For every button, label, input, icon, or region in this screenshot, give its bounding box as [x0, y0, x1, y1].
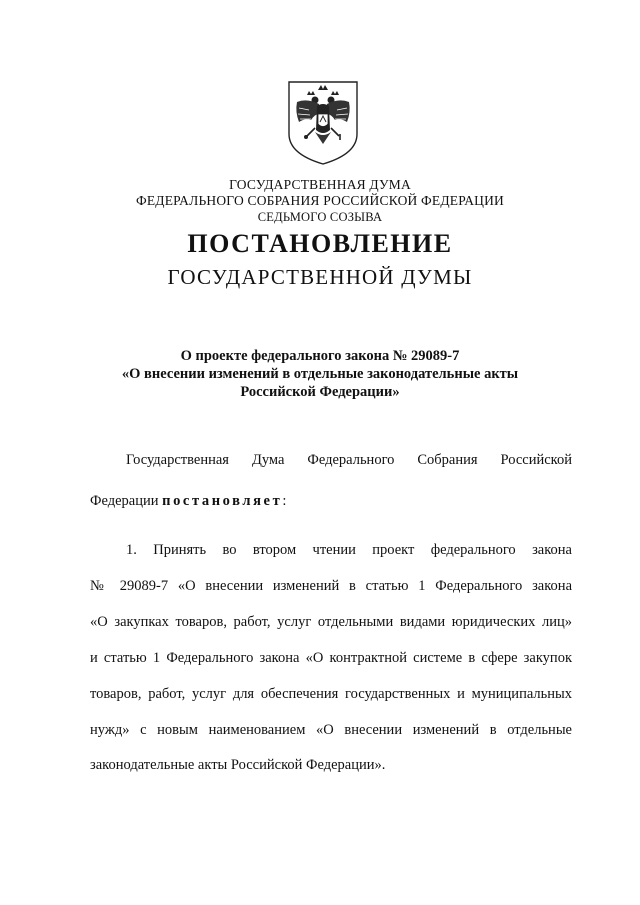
paragraph-line: «О закупках товаров, работ, услуг отдельными видами юридических лиц» [90, 614, 572, 630]
paragraph-line: товаров, работ, услуг для обеспечения государственных и муниципальных [90, 686, 572, 702]
preamble-punctuation: : [282, 493, 287, 509]
paragraph-line: законодательные акты Российской Федерации». [90, 757, 386, 773]
subject-line: «О внесении изменений в отдельные законодательные акты [121, 366, 519, 382]
org-name-line: ГОСУДАРСТВЕННАЯ ДУМА [229, 177, 411, 192]
preamble-line: Государственная Дума Федерального Собрания Российской [126, 452, 572, 468]
document-type-title: ПОСТАНОВЛЕНИЕ [187, 229, 453, 258]
document-issuer-subtitle: ГОСУДАРСТВЕННОЙ ДУМЫ [167, 265, 473, 289]
paragraph-line: и статью 1 Федерального закона «О контрактной системе в сфере закупок [90, 650, 572, 666]
subject-line: О проекте федерального закона № 29089-7 [180, 348, 460, 364]
resolves-keyword: постановляет [162, 493, 283, 509]
org-parent-line: ФЕДЕРАЛЬНОГО СОБРАНИЯ РОССИЙСКОЙ ФЕДЕРАЦИИ [136, 193, 504, 208]
coat-of-arms-icon [285, 78, 361, 166]
document-subject [0, 347, 640, 401]
preamble-line [90, 493, 572, 510]
paragraph-line: нужд» с новым наименованием «О внесении изменений в отдельные [90, 722, 572, 738]
preamble-text: Федерации [90, 493, 163, 509]
subject-line: Российской Федерации» [240, 384, 400, 400]
paragraph-line: № 29089-7 «О внесении изменений в статью 1 Федерального закона [90, 578, 572, 594]
paragraph-line: 1. Принять во втором чтении проект федерального закона [126, 542, 572, 558]
convocation-line: СЕДЬМОГО СОЗЫВА [257, 210, 383, 224]
